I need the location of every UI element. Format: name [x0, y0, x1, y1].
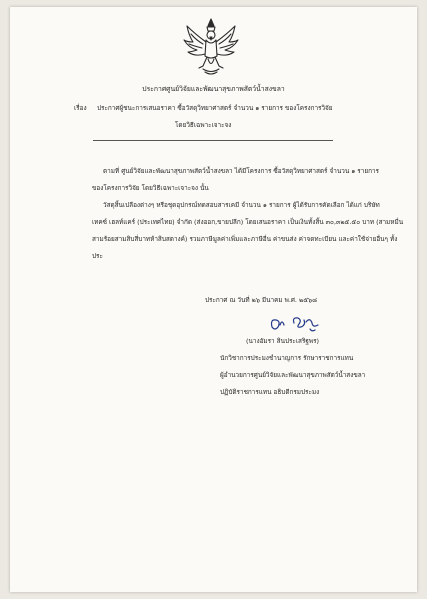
- garuda-emblem-icon: [181, 16, 241, 78]
- announcement-date: ประกาศ ณ วันที่ ๒๖ มีนาคม พ.ศ. ๒๕๖๘: [205, 296, 318, 304]
- signatory-position-line-2: ผู้อำนวยการศูนย์วิจัยและพัฒนาสุขภาพสัตว์น้ำสงขลา: [220, 371, 366, 379]
- subject-continuation: โดยวิธีเฉพาะเจาะจง: [175, 121, 232, 129]
- signatory-name: (นางอัมรา สินประเสริฐพร): [246, 337, 320, 345]
- paragraph-2-line-1: วัสดุสิ้นเปลืองต่างๆ หรือชุดอุปกรณ์ทดสอบสารเคมี จำนวน ๑ รายการ ผู้ได้รับการคัดเลือก ได้แก่ บริษัท: [103, 201, 380, 209]
- paragraph-1-line-1: ตามที่ ศูนย์วิจัยและพัฒนาสุขภาพสัตว์น้ำสงขลา ได้มีโครงการ ซื้อวัสดุวิทยาศาสตร์ จำนวน ๑ รายการ: [103, 167, 379, 175]
- subject-label: เรื่อง: [74, 104, 87, 112]
- document-title: ประกาศศูนย์วิจัยและพัฒนาสุขภาพสัตว์น้ำสงขลา: [142, 85, 285, 93]
- subject-text: ประกาศผู้ชนะการเสนอราคา ซื้อวัสดุวิทยาศาสตร์ จำนวน ๑ รายการ ของโครงการวิจัย: [97, 104, 333, 112]
- paragraph-2-line-2: เทคซ์ เฮลท์แคร์ (ประเทศไทย) จำกัด (ส่งออก,ขายปลีก) โดยเสนอราคา เป็นเงินทั้งสิ้น ๓๐,๓๒๕.๕๐ บาท (สามหมื่น: [92, 218, 404, 226]
- header-divider: [93, 140, 333, 141]
- signatory-position-line-3: ปฏิบัติราชการแทน อธิบดีกรมประมง: [220, 388, 320, 396]
- paragraph-1-line-2: ของโครงการวิจัย โดยวิธีเฉพาะเจาะจง นั้น: [92, 184, 209, 192]
- handwritten-signature: [266, 313, 324, 335]
- paragraph-2-line-3: สามร้อยสามสิบสี่บาทห้าสิบสตางค์) รวมภาษีมูลค่าเพิ่มและภาษีอื่น ค่าขนส่ง ค่าจดทะเบียน และค่าใช้จ่ายอื่นๆ ทั้ง: [92, 235, 398, 243]
- signatory-position-line-1: นักวิชาการประมงชำนาญการ รักษาราชการแทน: [220, 354, 354, 362]
- paragraph-2-line-4: ประ: [92, 252, 103, 260]
